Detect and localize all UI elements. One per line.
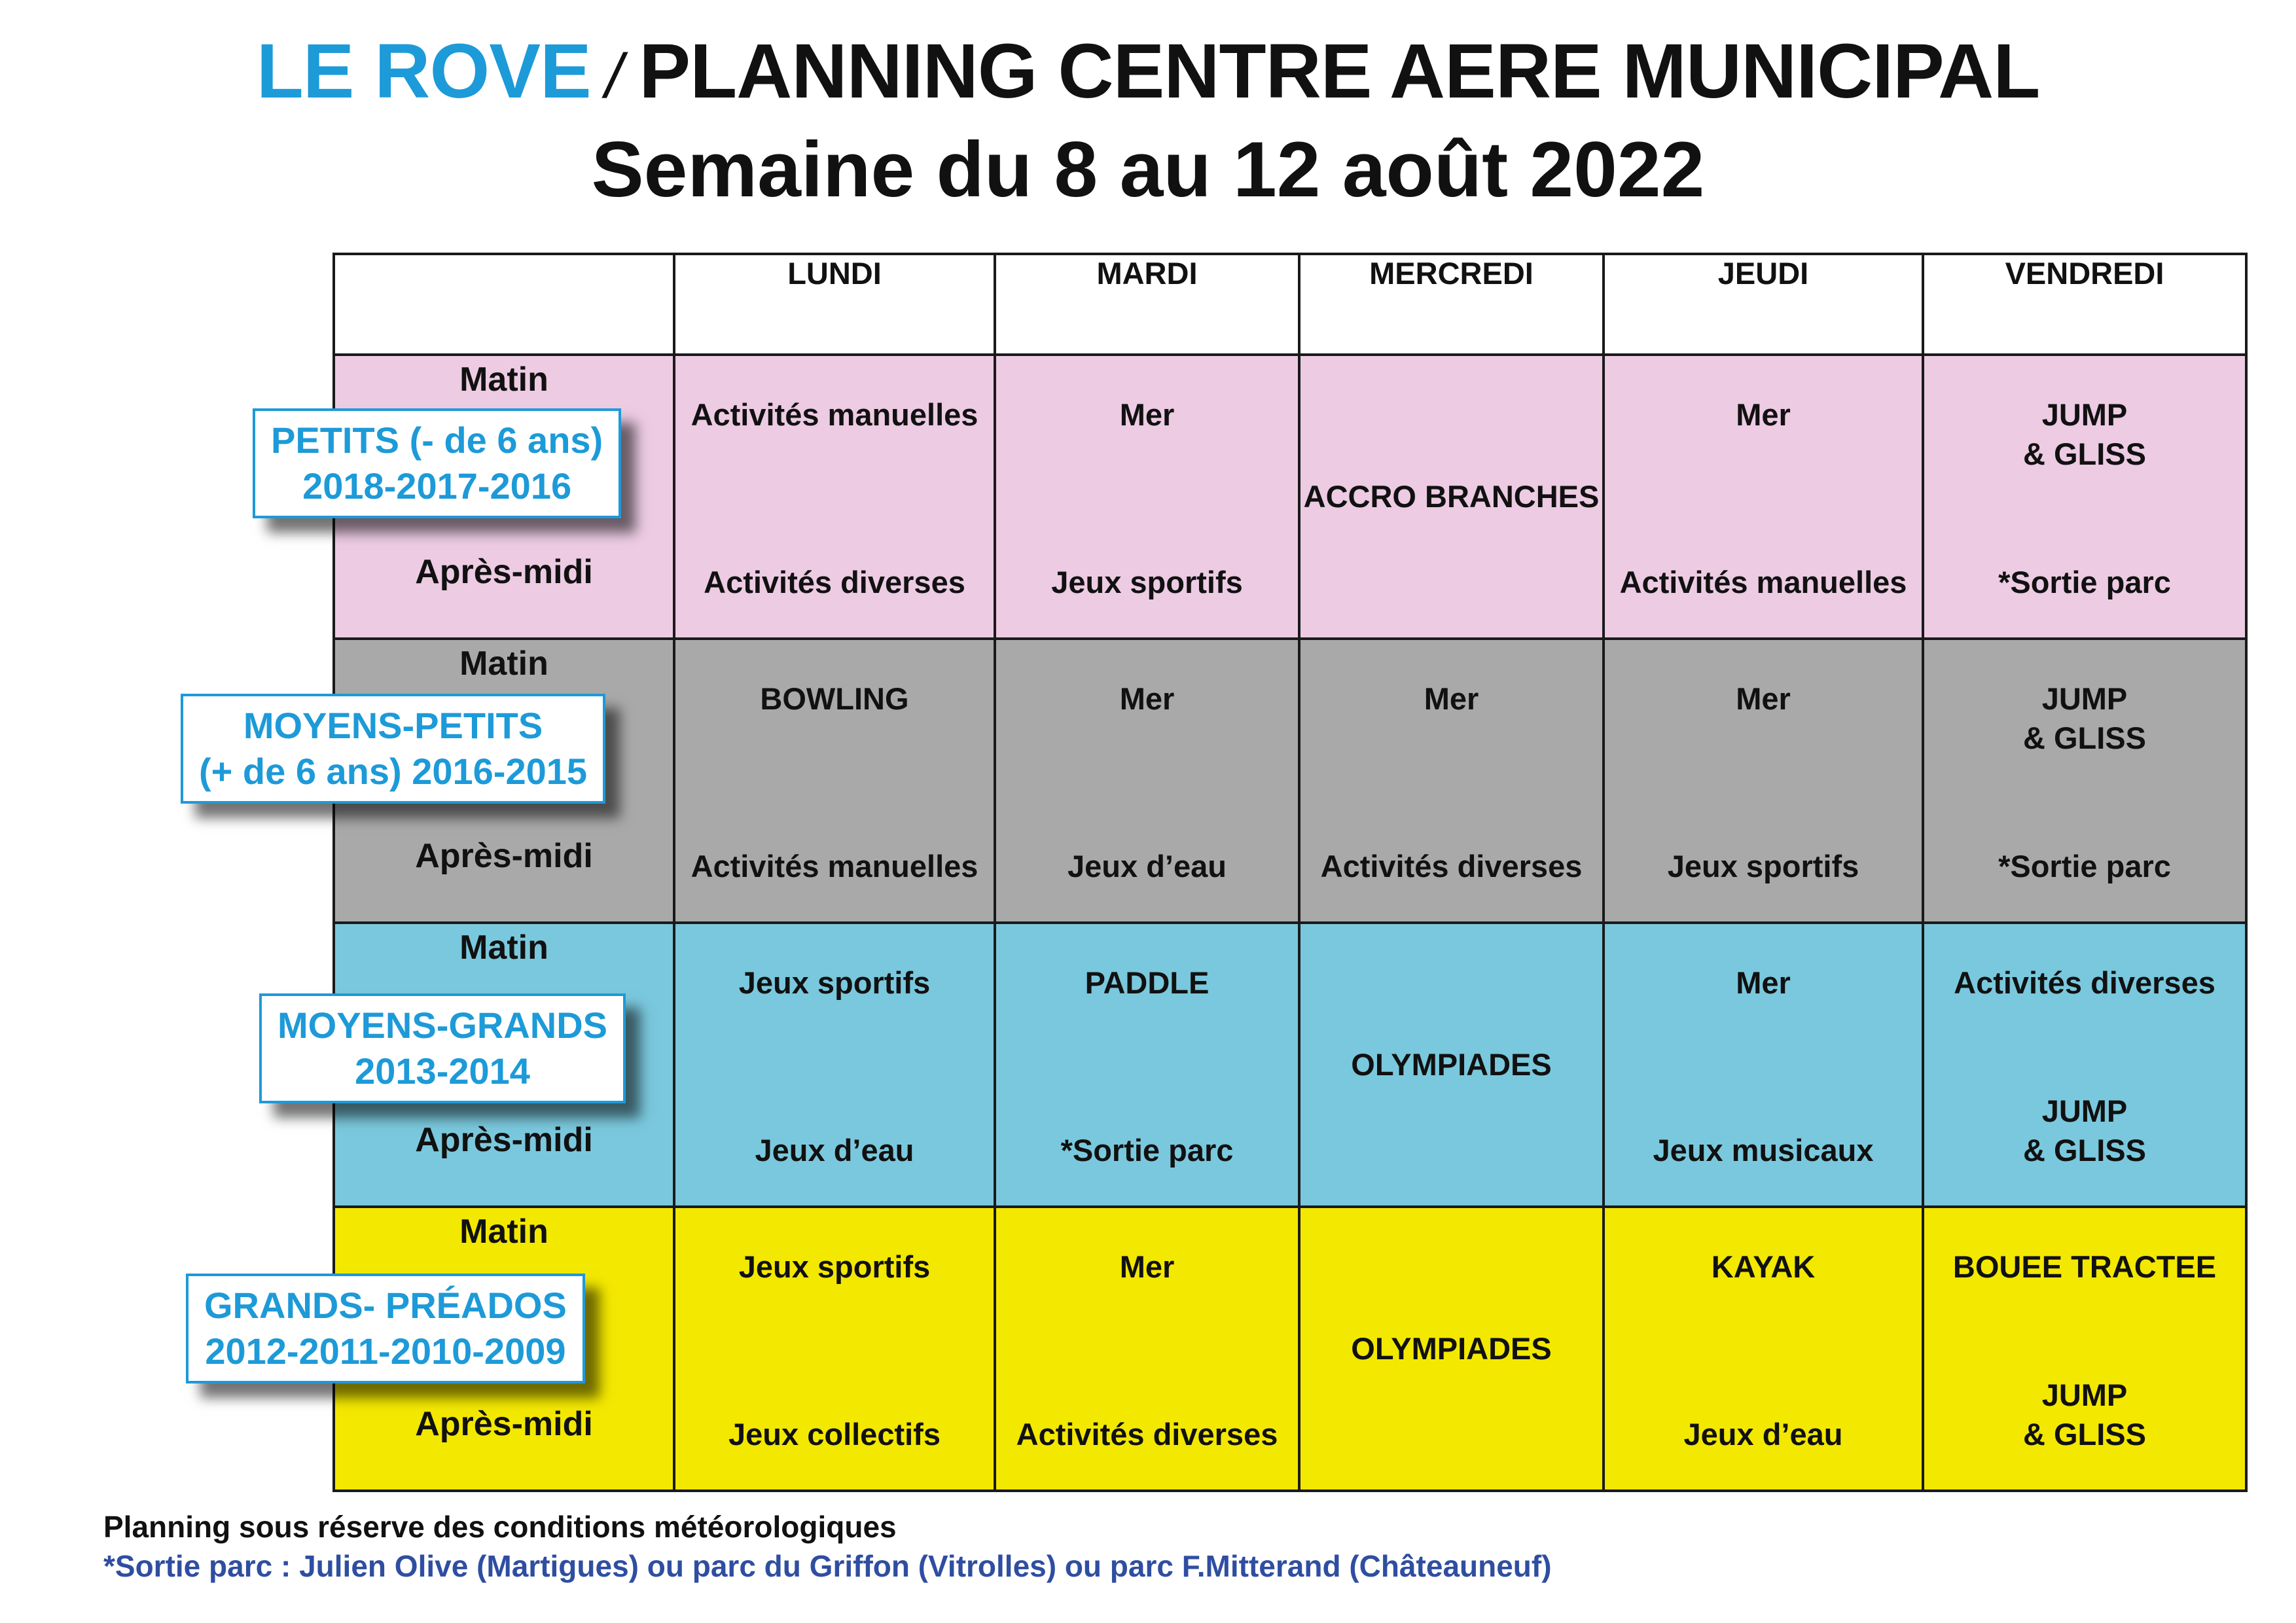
activity-afternoon: Activités diverses	[704, 565, 965, 599]
activity-morning: Mer	[1119, 1249, 1175, 1284]
activity-morning	[1924, 395, 2245, 474]
activity-full-day: OLYMPIADES	[1351, 1047, 1552, 1082]
day-header-wednesday: MERCREDI	[1299, 254, 1604, 355]
morning-label: Matin	[459, 361, 548, 399]
activity-line: JUMP	[2041, 1094, 2128, 1128]
header-row	[334, 254, 2246, 355]
activity-afternoon	[1924, 1092, 2245, 1170]
schedule-cell	[995, 1207, 1299, 1491]
activity-line: JUMP	[2041, 1378, 2128, 1412]
activity-afternoon: Jeux d’eau	[1067, 849, 1227, 883]
activity-morning: Mer	[1424, 681, 1479, 716]
activity-morning: Mer	[1736, 397, 1791, 432]
schedule-cell	[674, 1207, 995, 1491]
title-separator: /	[605, 41, 622, 111]
page-title	[0, 27, 2296, 116]
group-years: 2018-2017-2016	[302, 465, 572, 507]
group-badge-moyens-grands	[259, 993, 626, 1103]
afternoon-label: Après-midi	[415, 1121, 593, 1159]
schedule-cell	[1923, 1207, 2246, 1491]
activity-afternoon: Jeux collectifs	[728, 1417, 941, 1452]
activity-afternoon	[1924, 1376, 2245, 1454]
page-subtitle: Semaine du 8 au 12 août 2022	[591, 126, 1705, 213]
activity-afternoon: Jeux musicaux	[1653, 1133, 1874, 1168]
activity-afternoon: Activités manuelles	[691, 849, 978, 883]
activity-afternoon: Jeux d’eau	[755, 1133, 914, 1168]
day-header-friday: VENDREDI	[1923, 254, 2246, 355]
activity-full-day: ACCRO BRANCHES	[1303, 479, 1600, 514]
activity-afternoon: Activités manuelles	[1619, 565, 1907, 599]
schedule-cell	[1604, 1207, 1923, 1491]
day-header-monday: LUNDI	[674, 254, 995, 355]
schedule-cell	[1923, 355, 2246, 639]
activity-line: JUMP	[2041, 397, 2128, 432]
activity-afternoon: Jeux sportifs	[1051, 565, 1243, 599]
activity-morning: Mer	[1119, 397, 1175, 432]
activity-line: JUMP	[2041, 681, 2128, 716]
schedule-cell	[1923, 639, 2246, 923]
schedule-cell	[1604, 355, 1923, 639]
activity-full-day: OLYMPIADES	[1351, 1331, 1552, 1366]
activity-afternoon: Jeux d’eau	[1683, 1417, 1843, 1452]
activity-afternoon: *Sortie parc	[1998, 565, 2171, 599]
activity-morning: Mer	[1119, 681, 1175, 716]
activity-afternoon: Activités diverses	[1016, 1417, 1278, 1452]
activity-morning	[1924, 679, 2245, 758]
group-name: GRANDS- PRÉADOS	[204, 1285, 567, 1326]
afternoon-label: Après-midi	[415, 553, 593, 591]
activity-afternoon: *Sortie parc	[1998, 849, 2171, 883]
day-header-tuesday: MARDI	[995, 254, 1299, 355]
group-badge-moyens-petits	[181, 694, 605, 804]
title-text: PLANNING CENTRE AERE MUNICIPAL	[639, 28, 2040, 115]
parks-note: *Sortie parc : Julien Olive (Martigues) ou parc du Griffon (Vitrolles) ou parc F.Mitterand (Châteauneuf)	[103, 1549, 1552, 1583]
group-name: PETITS (- de 6 ans)	[271, 419, 603, 461]
schedule-cell	[1604, 639, 1923, 923]
activity-afternoon: *Sortie parc	[1060, 1133, 1234, 1168]
schedule-cell	[674, 355, 995, 639]
afternoon-label: Après-midi	[415, 1405, 593, 1443]
activity-morning: KAYAK	[1711, 1249, 1816, 1284]
activity-afternoon: Activités diverses	[1320, 849, 1583, 883]
activity-morning: Mer	[1736, 681, 1791, 716]
activity-line: & GLISS	[2022, 721, 2147, 755]
activity-morning: Jeux sportifs	[738, 965, 931, 1000]
activity-morning: BOWLING	[760, 681, 909, 716]
schedule-cell	[995, 639, 1299, 923]
schedule-cell	[1299, 1207, 1604, 1491]
activity-line: & GLISS	[2022, 1133, 2147, 1168]
activity-morning: Mer	[1736, 965, 1791, 1000]
schedule-cell	[995, 355, 1299, 639]
day-header-thursday: JEUDI	[1604, 254, 1923, 355]
group-years: (+ de 6 ans) 2016-2015	[199, 751, 588, 792]
group-name: MOYENS-PETITS	[243, 705, 543, 746]
schedule-cell	[1299, 639, 1604, 923]
group-row-moyens-petits	[334, 639, 2246, 923]
schedule-cell	[674, 923, 995, 1207]
morning-label: Matin	[459, 645, 548, 683]
group-badge-petits	[253, 408, 621, 518]
activity-morning: Activités diverses	[1954, 965, 2215, 1000]
schedule-cell	[995, 923, 1299, 1207]
schedule-cell	[1299, 355, 1604, 639]
schedule-cell	[1923, 923, 2246, 1207]
group-badge-grands-preados	[186, 1274, 585, 1383]
activity-morning: Jeux sportifs	[738, 1249, 931, 1284]
group-years: 2012-2011-2010-2009	[205, 1330, 566, 1372]
group-name: MOYENS-GRANDS	[278, 1005, 608, 1046]
activity-morning: PADDLE	[1085, 965, 1210, 1000]
morning-label: Matin	[459, 929, 548, 967]
activity-morning: BOUEE TRACTEE	[1952, 1249, 2217, 1284]
schedule-cell	[674, 639, 995, 923]
city-name: LE ROVE	[256, 28, 591, 115]
activity-morning: Activités manuelles	[691, 397, 978, 432]
activity-line: & GLISS	[2022, 437, 2147, 471]
group-row-grands-preados	[334, 1207, 2246, 1491]
activity-line: & GLISS	[2022, 1417, 2147, 1452]
group-years: 2013-2014	[355, 1050, 530, 1092]
weather-note: Planning sous réserve des conditions météorologiques	[103, 1510, 897, 1544]
morning-label: Matin	[459, 1213, 548, 1251]
schedule-cell	[1299, 923, 1604, 1207]
corner-cell	[334, 254, 674, 355]
schedule-cell	[1604, 923, 1923, 1207]
afternoon-label: Après-midi	[415, 837, 593, 875]
activity-afternoon: Jeux sportifs	[1667, 849, 1859, 883]
